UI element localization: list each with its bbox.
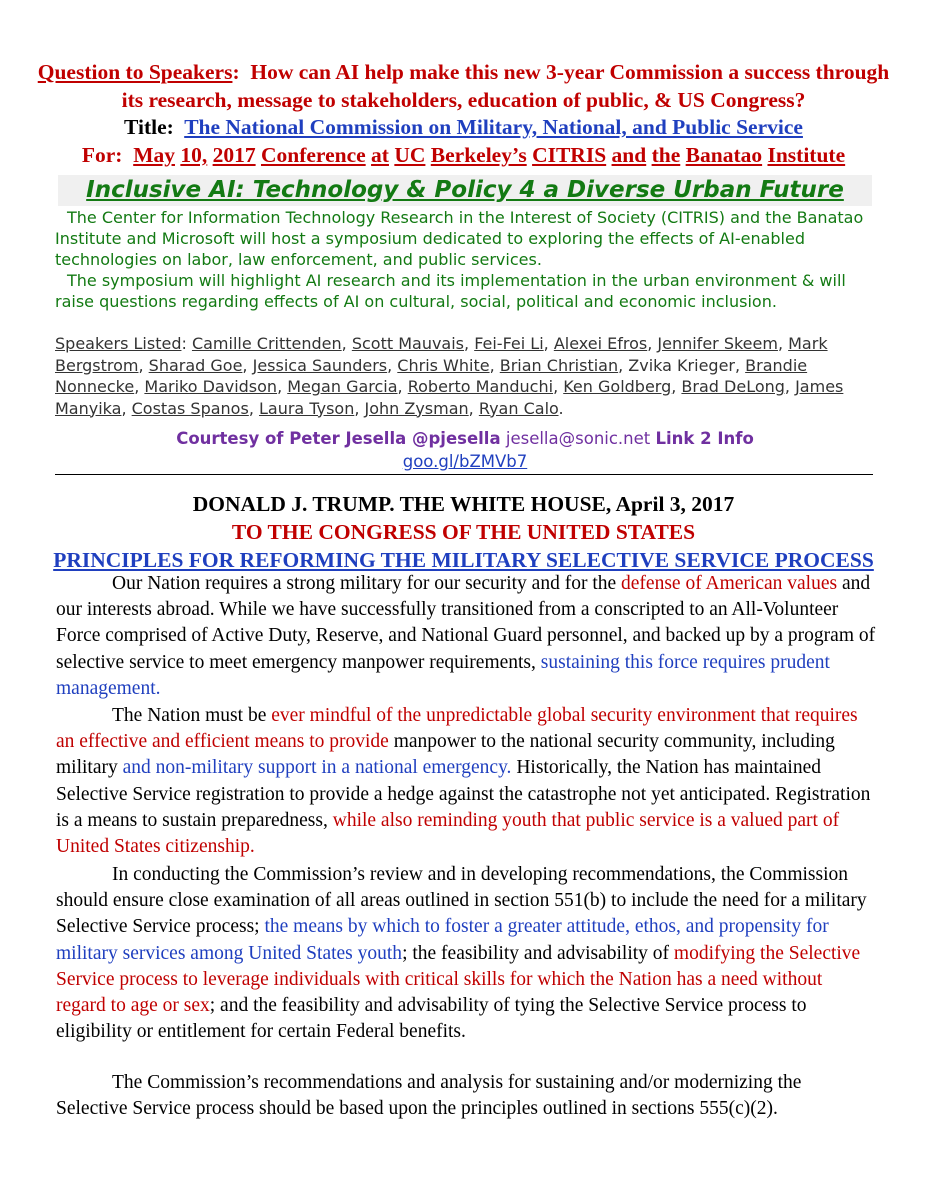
speaker-name[interactable]: Roberto Manduchi xyxy=(407,377,554,396)
speaker-name[interactable]: Mark Bergstrom xyxy=(55,334,828,375)
speaker-name[interactable]: Costas Spanos xyxy=(131,398,249,418)
event-description-2: The symposium will highlight AI research and its implementation in the urban environment & will raise questions regarding effects of AI on cultural, social, political and economic inclusion. xyxy=(55,271,846,311)
speakers-list: Speakers Listed: Camille Crittenden, Scott Mauvais, Fei-Fei Li, Alexei Efros, Jennifer Skeem, Mark Bergstrom, Sharad Goe, Jessica Saunders, Chris White, Brian Christian, Zvika Krieger, Brandie Nonnecke, Mariko Davidson, Megan Garcia, Roberto Manduchi, Ken Goldberg, Brad DeLong, James Manyika, Costas Spanos, Laura Tyson, John Zysman, Ryan Calo. xyxy=(55,334,844,418)
courtesy-line xyxy=(55,428,875,449)
text-run: sustaining this force requires prudent management. xyxy=(56,651,830,699)
text-run: ; the feasibility and advisability of xyxy=(402,942,674,964)
text-run: The Nation must be xyxy=(112,705,272,726)
text-run: ; and the feasibility and advisability of tying the Selective Service process to eligibility or entitlement for certain Federal benefits. xyxy=(56,995,807,1043)
divider xyxy=(55,474,873,475)
commission-title-link[interactable]: The National Commission on Military, National, and Public Service xyxy=(184,115,803,139)
for-label: For: xyxy=(81,143,123,167)
speaker-name[interactable]: Brian Christian xyxy=(499,355,619,375)
letter-paragraph-1 xyxy=(56,571,876,702)
text-run: and our interests abroad. While we have successfully transitioned from a conscripted to an All-Volunteer Force comprised of Active Duty, Reserve, and National Guard personnel, and backed up by a program of selective service to meet emergency manpower requirements, xyxy=(56,573,876,673)
for-word: Banatao xyxy=(685,143,763,167)
speaker-name[interactable]: John Zysman xyxy=(364,398,469,418)
speakers-label: Speakers Listed xyxy=(55,334,182,353)
title-line xyxy=(30,113,897,141)
speaker-name[interactable]: Jessica Saunders xyxy=(252,355,388,375)
info-link[interactable]: Link 2 Info xyxy=(655,429,754,448)
text-run: the means by which to foster a greater attitude, ethos, and propensity for military services among United States youth xyxy=(56,916,829,964)
question-label: Question to Speakers xyxy=(37,60,233,84)
speaker-name[interactable]: Scott Mauvais xyxy=(351,334,465,353)
speaker-name[interactable]: Camille Crittenden xyxy=(191,334,342,353)
courtesy-email[interactable]: jesella@sonic.net xyxy=(505,429,651,448)
text-run: defense of American values xyxy=(621,573,838,594)
question-to-speakers: Question to Speakers: How can AI help make this new 3-year Commission a success through its research, message to stakeholders, education of public, & US Congress? xyxy=(37,60,890,112)
text-run: and non-military support in a national emergency. xyxy=(122,757,512,779)
speaker-name[interactable]: Mariko Davidson xyxy=(144,377,278,396)
speaker-name: Zvika Krieger xyxy=(628,355,735,375)
speaker-name[interactable]: Laura Tyson xyxy=(258,398,355,418)
letter-paragraph-3 xyxy=(56,862,876,1045)
letter-heading: DONALD J. TRUMP. THE WHITE HOUSE, April 3, 2017 xyxy=(192,492,735,516)
for-word: Berkeley’s xyxy=(430,143,527,167)
text-run: while also reminding youth that public service is a valued part of United States citizenship. xyxy=(56,809,840,858)
for-line xyxy=(30,141,897,169)
for-word: Institute xyxy=(767,143,846,167)
text-run: ever mindful of the unpredictable global security environment that requires an effective and efficient means to provide xyxy=(56,705,858,753)
speaker-name[interactable]: James Manyika xyxy=(55,377,844,418)
short-url-link[interactable]: goo.gl/bZMVb7 xyxy=(402,452,528,471)
letter-subject[interactable]: PRINCIPLES FOR REFORMING THE MILITARY SELECTIVE SERVICE PROCESS xyxy=(53,548,874,572)
for-word: Conference xyxy=(260,143,366,167)
for-word: and xyxy=(611,143,647,167)
for-word: May xyxy=(133,143,175,167)
speaker-name[interactable]: Brandie Nonnecke xyxy=(55,355,808,396)
for-word: 2017 xyxy=(212,143,256,167)
speaker-name[interactable]: Megan Garcia xyxy=(287,377,398,396)
text-run: manpower to the national security community, including military xyxy=(56,731,835,779)
for-word: CITRIS xyxy=(532,143,607,167)
courtesy-text: Courtesy of Peter Jesella @pjesella xyxy=(176,429,501,448)
text-run: Historically, the Nation has maintained Selective Service registration to provide a hedge against the catastrophe not yet anticipated. Registration is a means to sustain preparedness, xyxy=(56,757,871,831)
letter-paragraph-4 xyxy=(56,1070,876,1122)
letter-addressee: TO THE CONGRESS OF THE UNITED STATES xyxy=(231,520,696,544)
letter-paragraph-2 xyxy=(56,703,876,860)
speaker-name[interactable]: Ken Goldberg xyxy=(563,377,672,396)
title-label: Title: xyxy=(124,115,174,139)
speaker-name[interactable]: Fei-Fei Li xyxy=(474,334,544,353)
speaker-name[interactable]: Jennifer Skeem xyxy=(657,334,778,353)
for-word: the xyxy=(651,143,681,167)
event-description-1: The Center for Information Technology Research in the Interest of Society (CITRIS) and the Banatao Institute and Microsoft will host a symposium dedicated to exploring the effects of AI-enabled technologies on labor, law enforcement, and public services. xyxy=(55,208,864,269)
speaker-name[interactable]: Ryan Calo xyxy=(478,398,559,418)
event-banner-title[interactable]: Inclusive AI: Technology & Policy 4 a Diverse Urban Future xyxy=(86,177,844,203)
for-word: UC xyxy=(394,143,426,167)
text-run: The Commission’s recommendations and analysis for sustaining and/or modernizing the Selective Service process should be based upon the principles outlined in sections 555(c)(2). xyxy=(56,1072,802,1120)
for-word: at xyxy=(371,143,389,167)
for-word: 10, xyxy=(180,143,208,167)
text-run: Our Nation requires a strong military for our security and for the xyxy=(112,573,622,594)
speaker-name[interactable]: Alexei Efros xyxy=(553,334,648,353)
speaker-name[interactable]: Brad DeLong xyxy=(681,377,785,396)
question-text: How can AI help make this new 3-year Commission a success through its research, message to stakeholders, education of public, & US Congress? xyxy=(121,60,890,112)
text-run: In conducting the Commission’s review and in developing recommendations, the Commission should ensure close examination of all areas outlined in section 551(b) to include the need for a military Selective Service process; xyxy=(56,864,867,938)
speaker-name[interactable]: Chris White xyxy=(397,355,490,375)
text-run: modifying the Selective Service process to leverage individuals with critical skills for which the Nation has a need without regard to age or sex xyxy=(56,942,861,1017)
speaker-name[interactable]: Sharad Goe xyxy=(148,355,243,375)
